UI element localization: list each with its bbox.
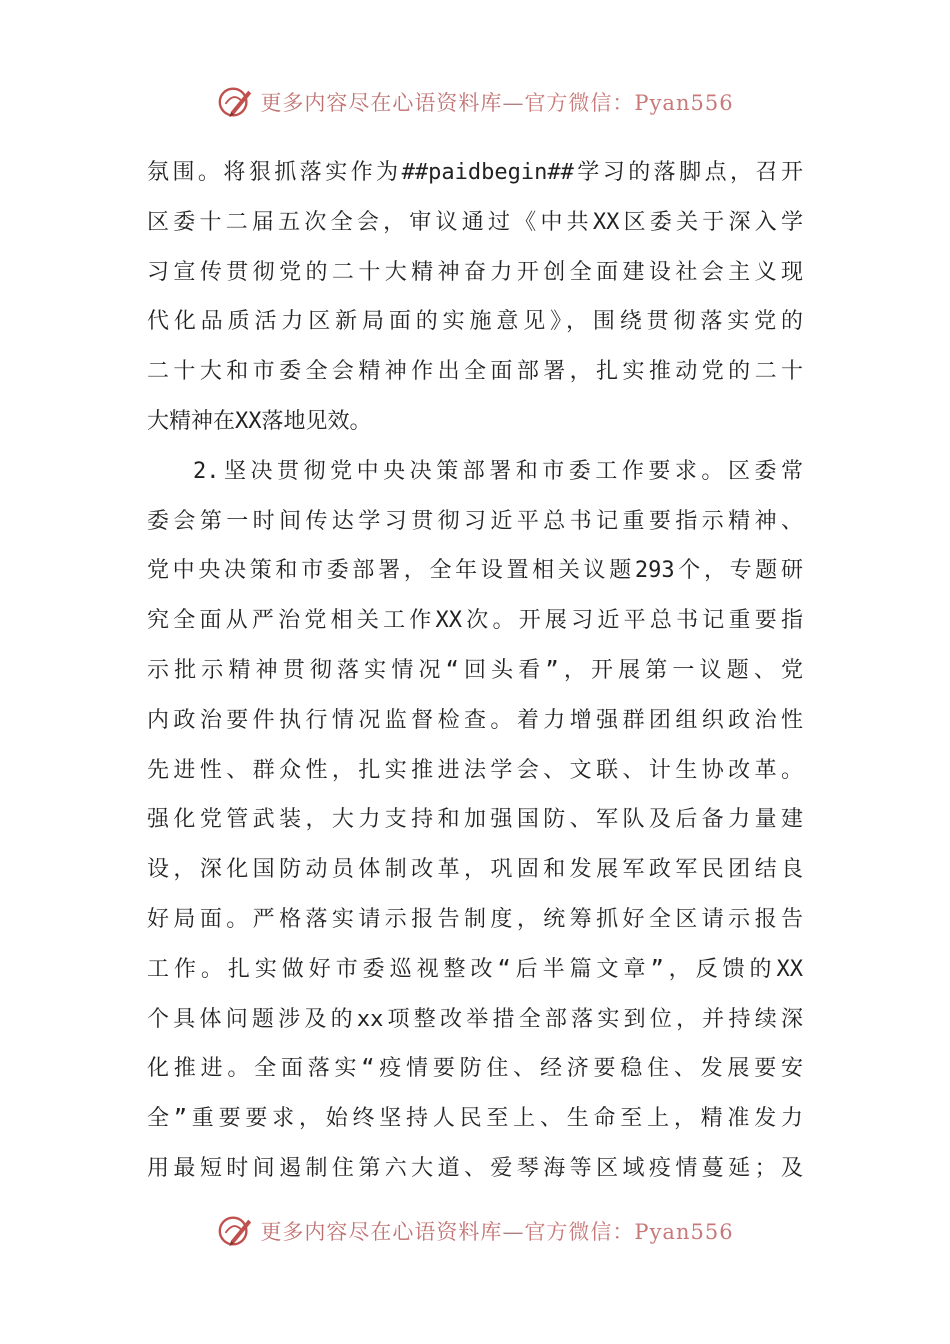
body-line-12: 内政治要件执行情况监督检查。着力增强群团组织政治性 xyxy=(147,707,803,733)
body-line-3: 习宣传贯彻党的二十大精神奋力开创全面建设社会主义现 xyxy=(147,259,803,285)
pen-logo-icon xyxy=(216,1212,254,1250)
footer-banner-text: 更多内容尽在心语资料库—官方微信：Pyan556 xyxy=(260,1220,734,1244)
body-line-5: 二十大和市委全会精神作出全面部署，扎实推动党的二十 xyxy=(147,359,803,385)
body-line-20: 全”重要要求，始终坚持人民至上、生命至上，精准发力 xyxy=(147,1106,803,1132)
body-line-15: 设，深化国防动员体制改革，巩固和发展军政军民团结良 xyxy=(147,857,803,883)
body-line-11: 示批示精神贯彻落实情况“回头看”，开展第一议题、党 xyxy=(147,657,803,683)
body-line-2: 区委十二届五次全会，审议通过《中共XX区委关于深入学 xyxy=(147,209,803,235)
header-banner-text: 更多内容尽在心语资料库—官方微信：Pyan556 xyxy=(260,91,734,115)
body-line-6: 大精神在XX落地见效。 xyxy=(147,408,372,434)
body-line-13: 先进性、群众性，扎实推进法学会、文联、计生协改革。 xyxy=(147,757,803,783)
body-line-8: 委会第一时间传达学习贯彻习近平总书记重要指示精神、 xyxy=(147,508,803,534)
footer-banner xyxy=(0,1211,950,1251)
header-banner xyxy=(0,82,950,122)
body-line-17: 工作。扎实做好市委巡视整改“后半篇文章”，反馈的XX xyxy=(147,956,803,982)
body-line-1: 氛围。将狠抓落实作为##paidbegin##学习的落脚点，召开 xyxy=(147,160,803,185)
body-line-21: 用最短时间遏制住第六大道、爱琴海等区域疫情蔓延；及 xyxy=(147,1155,803,1181)
body-line-14: 强化党管武装，大力支持和加强国防、军队及后备力量建 xyxy=(147,807,803,833)
body-line-4: 代化品质活力区新局面的实施意见》，围绕贯彻落实党的 xyxy=(147,309,803,335)
body-line-7: 2.坚决贯彻党中央决策部署和市委工作要求。区委常 xyxy=(193,458,803,484)
body-line-10: 究全面从严治党相关工作XX次。开展习近平总书记重要指 xyxy=(147,608,803,634)
body-line-9: 党中央决策和市委部署，全年设置相关议题293个，专题研 xyxy=(147,558,803,584)
body-line-18: 个具体问题涉及的xx项整改举措全部落实到位，并持续深 xyxy=(147,1006,803,1032)
body-line-19: 化推进。全面落实“疫情要防住、经济要稳住、发展要安 xyxy=(147,1056,803,1082)
pen-logo-icon xyxy=(216,83,254,121)
body-line-16: 好局面。严格落实请示报告制度，统筹抓好全区请示报告 xyxy=(147,906,803,932)
document-body xyxy=(147,148,803,1194)
